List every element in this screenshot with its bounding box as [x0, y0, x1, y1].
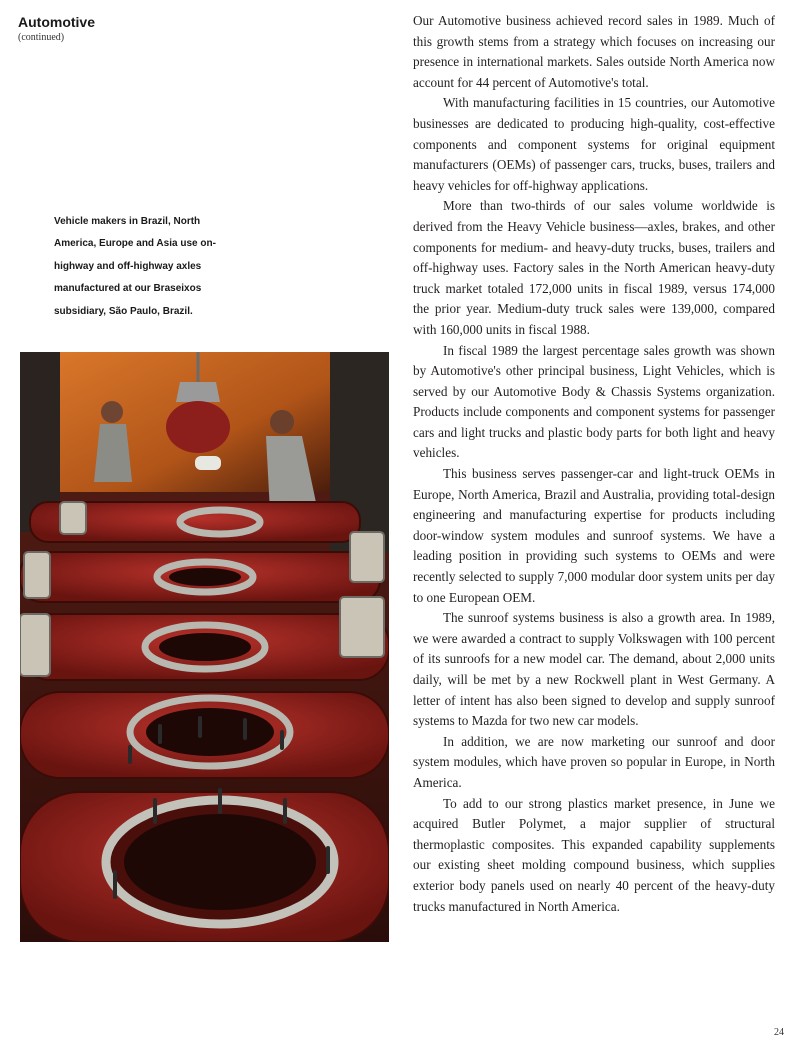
paragraph: To add to our strong plastics market presence, in June we acquired Butler Polymet, a major supplier of structural thermoplastic composites. This expanded capability supplements our existing sheet molding compound business, which supplies exterior body panels used on nearly 40 percent of the heavy-duty trucks manufactured in North America. [413, 795, 775, 914]
article-body [413, 11, 775, 917]
page-number: 24 [774, 1027, 784, 1038]
paragraph: This business serves passenger-car and light-truck OEMs in Europe, North America, Brazil and Australia, providing total-design engineering and manufacturing expertise for products including door-window system modules and sunroof systems. We have a leading position in providing such systems to OEMs and were recently selected to supply 7,000 modular door system units per day to one European OEM. [413, 466, 775, 605]
section-subtitle: (continued) [18, 32, 65, 43]
paragraph: In addition, we are now marketing our sunroof and door system modules, which have proven so popular in Europe, in North America. [413, 733, 775, 790]
paragraph: The sunroof systems business is also a growth area. In 1989, we were awarded a contract to supply Volkswagen with 100 percent of its sunroofs for a new model car. The demand, about 2,000 units daily, will be met by a new Rockwell plant in West Germany. A letter of intent has also been signed to develop and supply sunroof systems to Mazda for two new car models. [413, 610, 775, 729]
paragraph: In fiscal 1989 the largest percentage sales growth was shown by Automotive's other principal business, Light Vehicles, which is served by our Automotive Body & Chassis Systems organization. Products include components and component systems for passenger cars and light trucks and plastic body parts for both light and heavy vehicles. [413, 342, 775, 461]
paragraph: With manufacturing facilities in 15 countries, our Automotive businesses are dedicated to producing high-quality, cost-effective components and component systems for original equipment manufacturers (OEMs) of passenger cars, trucks, buses, trailers and heavy vehicles for off-highway applications. [413, 95, 775, 193]
photo-caption: Vehicle makers in Brazil, North America, Europe and Asia use on-highway and off-highway axles manufactured at our Braseixos subsidiary, São Paulo, Brazil. [54, 216, 216, 317]
paragraph: More than two-thirds of our sales volume worldwide is derived from the Heavy Vehicle business—axles, brakes, and other components for medium- and heavy-duty trucks, buses, trailers and off-highway uses. Factory sales in the North American heavy-duty truck market totaled 172,000 units in fiscal 1989, versus 174,000 the prior year. Medium-duty truck sales were 139,000, compared with 160,000 units in fiscal 1988. [413, 198, 775, 337]
axle-factory-photo [20, 352, 389, 942]
section-title: Automotive [18, 14, 95, 30]
paragraph: Our Automotive business achieved record sales in 1989. Much of this growth stems from a strategy which focuses on increasing our presence in international markets. Sales outside North America now account for 44 percent of Automotive's total. [413, 13, 775, 90]
axle-factory-illustration [20, 352, 389, 942]
